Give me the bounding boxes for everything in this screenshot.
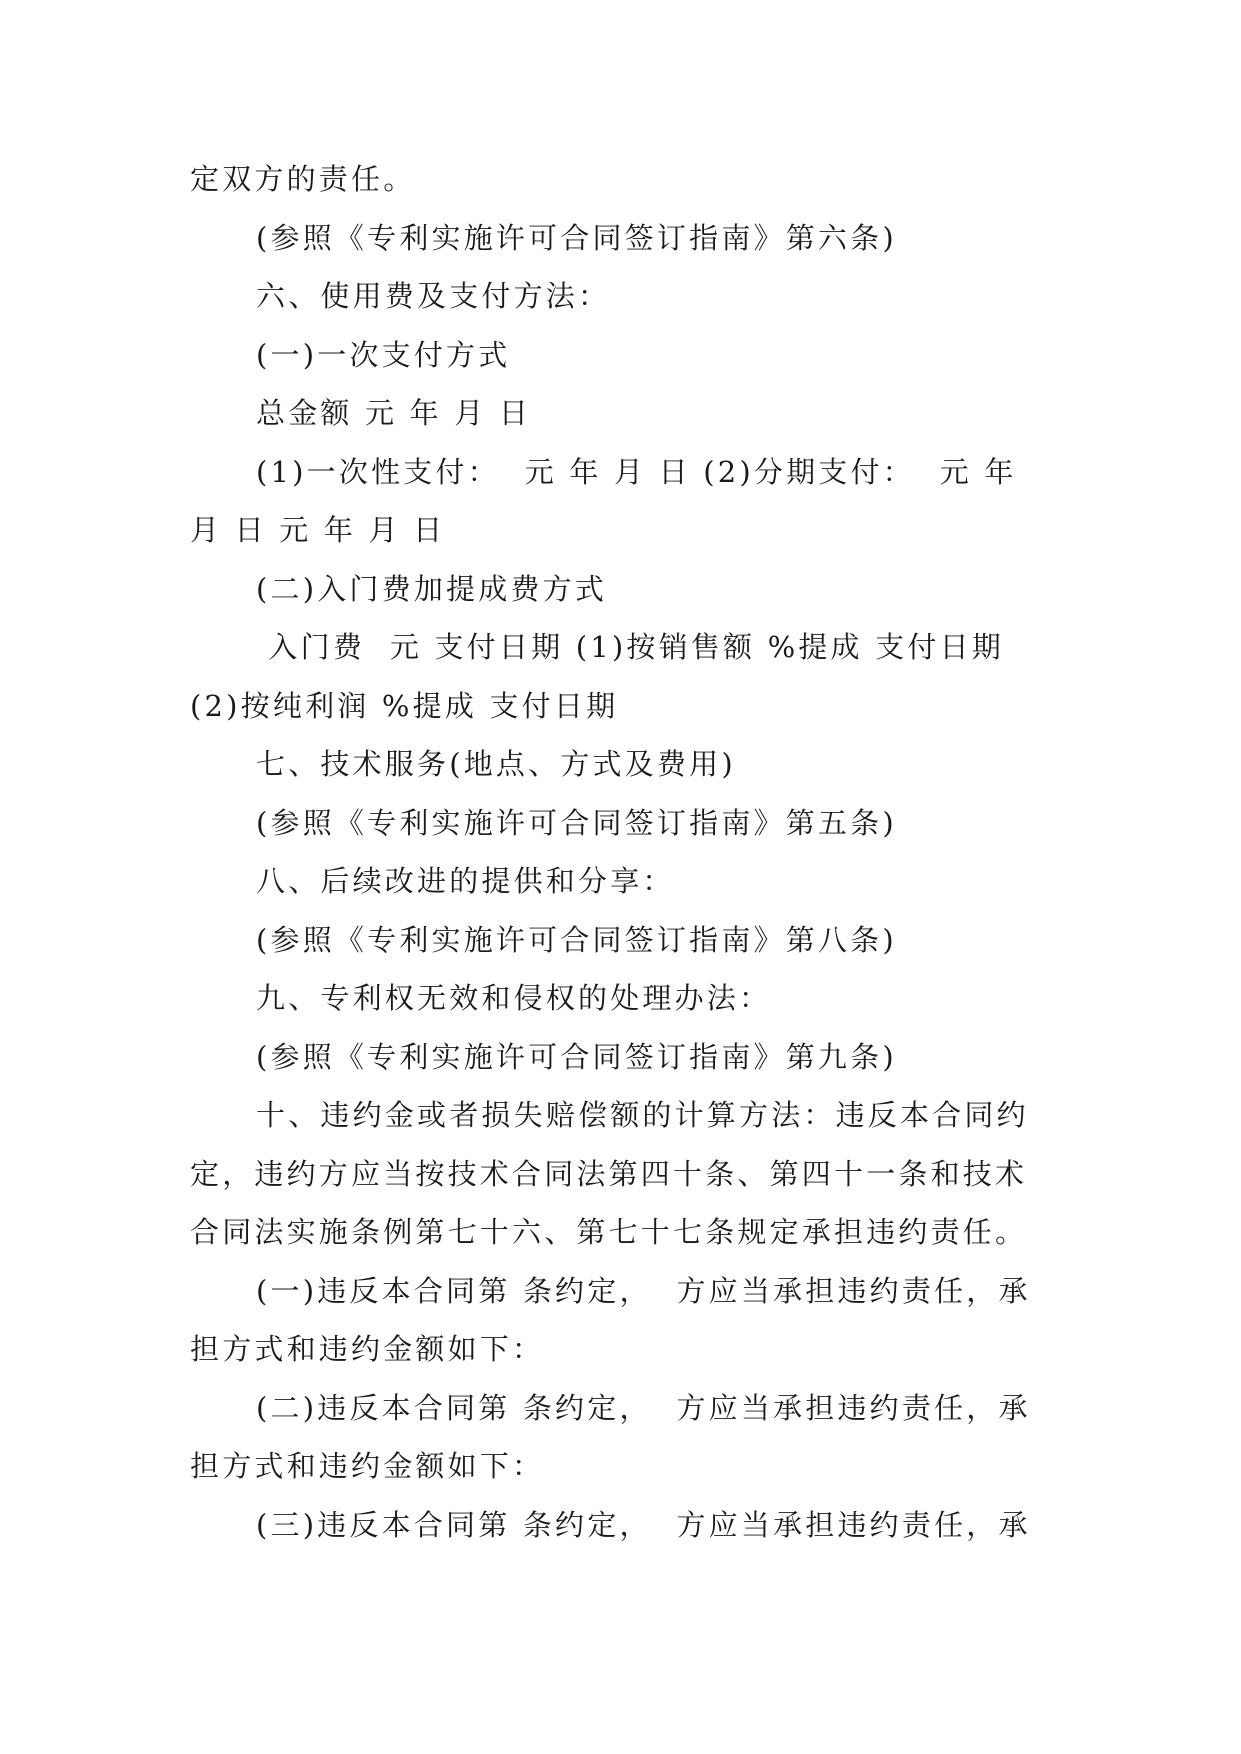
breach-clause-3: (三)违反本合同第 条约定， 方应当承担违约责任，承 [256, 1507, 1031, 1542]
paragraph-continuation: 定双方的责任。 [190, 162, 416, 196]
subsection-heading-entry-fee: (二)入门费加提成费方式 [256, 571, 608, 606]
reference-note-5: (参照《专利实施许可合同签订指南》第五条) [256, 805, 897, 840]
breach-clause-2: (二)违反本合同第 条约定， 方应当承担违约责任，承担方式和违约金额如下： [190, 1390, 1031, 1483]
section-heading-6: 六、使用费及支付方法： [256, 279, 611, 313]
section-heading-9: 九、专利权无效和侵权的处理办法： [256, 981, 772, 1015]
breach-clause-1: (一)违反本合同第 条约定， 方应当承担违约责任，承担方式和违约金额如下： [190, 1273, 1031, 1366]
subsection-heading-lump-sum: (一)一次支付方式 [256, 337, 511, 372]
reference-note-9: (参照《专利实施许可合同签订指南》第九条) [256, 1039, 897, 1074]
section-heading-8: 八、后续改进的提供和分享： [256, 864, 675, 898]
reference-note-6: (参照《专利实施许可合同签订指南》第六条) [256, 220, 897, 255]
section-10-paragraph: 十、违约金或者损失赔偿额的计算方法：违反本合同约定，违约方应当按技术合同法第四十条、第四十一条和技术合同法实施条例第七十六、第七十七条规定承担违约责任。 [190, 1098, 1029, 1249]
document-body [190, 150, 1050, 1554]
entry-fee-paragraph: 入门费 元 支付日期 (1)按销售额 %提成 支付日期 (2)按纯利润 %提成 支付日期 [190, 630, 1017, 723]
reference-note-8: (参照《专利实施许可合同签订指南》第八条) [256, 922, 897, 957]
payment-terms-paragraph: (1)一次性支付： 元 年 月 日 (2)分期支付： 元 年 月 日 元 年 月 日 [190, 454, 1029, 547]
section-heading-7: 七、技术服务(地点、方式及费用) [256, 747, 736, 781]
total-amount-line: 总金额 元 年 月 日 [256, 396, 532, 430]
